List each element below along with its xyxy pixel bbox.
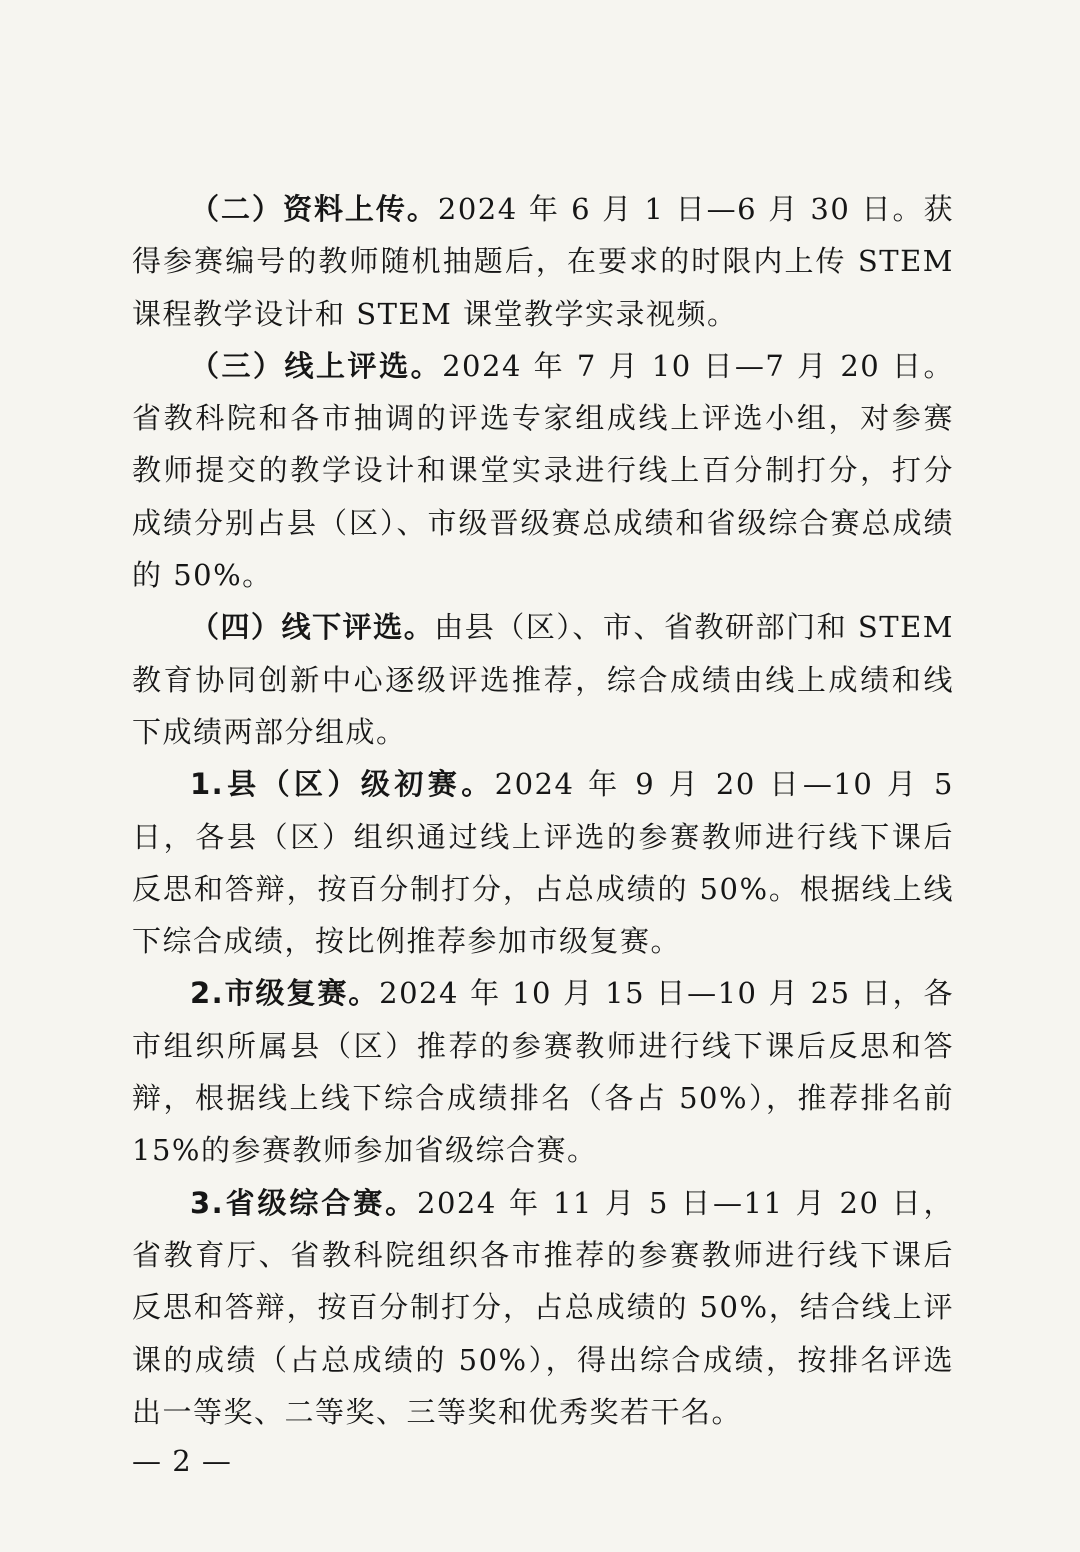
paragraph-text: 2024 年 11 月 5 日—11 月 20 日，省教育厅、省教科院组织各市推荐的参赛教师进行线下课后反思和答辩，按百分制打分，占总成绩的 50%，结合线上评课的成绩（占总成绩的 50%），得出综合成绩，按排名评选出一等奖、二等奖、三等奖和优秀奖若干名。 bbox=[132, 1185, 954, 1429]
paragraph-provincial-final bbox=[132, 1177, 954, 1438]
paragraph-heading: 1.县（区）级初赛。 bbox=[190, 767, 495, 802]
paragraph-online-review bbox=[132, 340, 954, 601]
paragraph-heading: （二）资料上传。 bbox=[190, 192, 438, 226]
document-body bbox=[132, 183, 954, 1438]
paragraph-county-preliminary bbox=[132, 758, 954, 967]
paragraph-heading: 3.省级综合赛。 bbox=[190, 1185, 418, 1220]
paragraph-text: 2024 年 7 月 10 日—7 月 20 日。省教科院和各市抽调的评选专家组成线上评选小组，对参赛教师提交的教学设计和课堂实录进行线上百分制打分，打分成绩分别占县（区）、市级晋级赛总成绩和省级综合赛总成绩的 50%。 bbox=[132, 348, 954, 593]
paragraph-city-semifinal bbox=[132, 967, 954, 1176]
paragraph-text: 2024 年 6 月 1 日—6 月 30 日。获得参赛编号的教师随机抽题后，在要求的时限内上传 STEM 课程教学设计和 STEM 课堂教学实录视频。 bbox=[132, 192, 954, 331]
paragraph-text: 2024 年 9 月 20 日—10 月 5 日，各县（区）组织通过线上评选的参赛教师进行线下课后反思和答辩，按百分制打分，占总成绩的 50%。根据线上线下综合成绩，按比例推荐参加市级复赛。 bbox=[132, 767, 954, 959]
paragraph-heading: 2.市级复赛。 bbox=[190, 976, 380, 1011]
paragraph-heading: （四）线下评选。 bbox=[190, 610, 435, 645]
paragraph-material-upload bbox=[132, 183, 954, 340]
paragraph-text: 由县（区）、市、省教研部门和 STEM 教育协同创新中心逐级评选推荐，综合成绩由线上成绩和线下成绩两部分组成。 bbox=[132, 610, 954, 749]
paragraph-offline-review bbox=[132, 601, 954, 758]
paragraph-text: 2024 年 10 月 15 日—10 月 25 日，各市组织所属县（区）推荐的参赛教师进行线下课后反思和答辩，根据线上线下综合成绩排名（各占 50%），推荐排名前 15%的参赛教师参加省级综合赛。 bbox=[132, 976, 954, 1168]
paragraph-heading: （三）线上评选。 bbox=[190, 348, 443, 383]
page-number: — 2 — bbox=[132, 1444, 232, 1478]
